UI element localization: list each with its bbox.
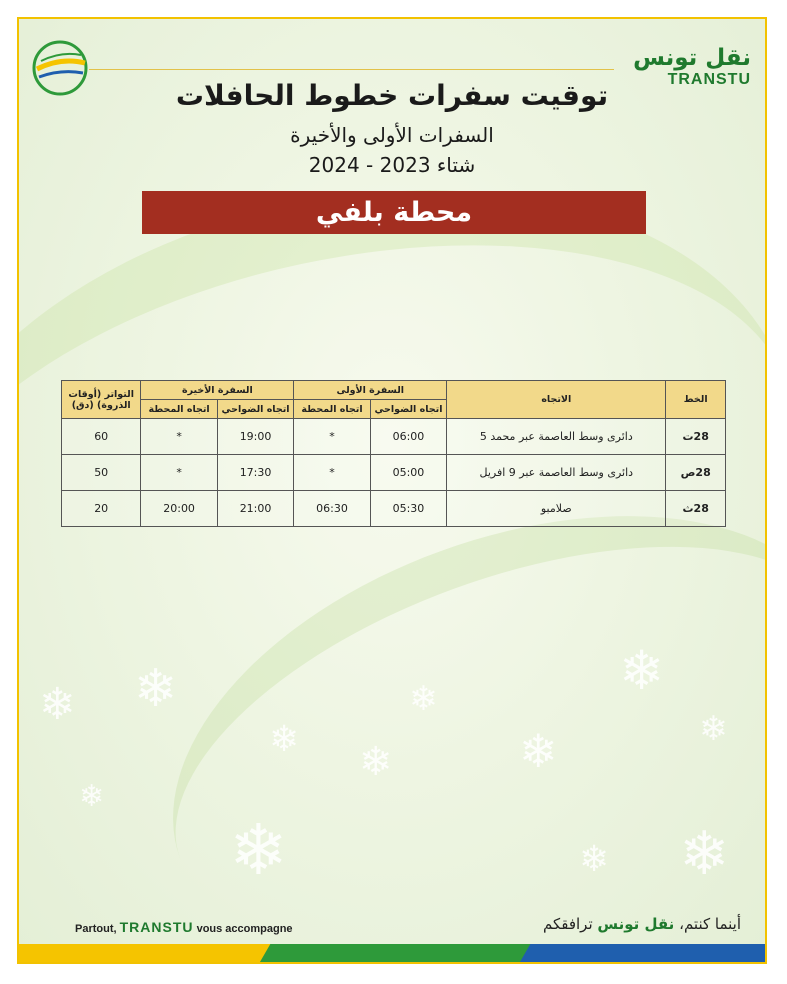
first-to-suburbs-cell: 06:00 xyxy=(370,419,447,455)
station-banner: محطة بلفي xyxy=(142,191,646,234)
first-to-station-cell: * xyxy=(294,455,370,491)
last-to-station-cell: * xyxy=(141,419,217,455)
schedule-table xyxy=(61,380,726,527)
footer-fr-brand: TRANSTU xyxy=(119,919,194,935)
header-last-trip: السفرة الأخيرة xyxy=(141,381,294,400)
first-to-station-cell: 06:30 xyxy=(294,491,370,527)
last-to-suburbs-cell: 21:00 xyxy=(217,491,294,527)
footer-bar-yellow xyxy=(19,944,279,964)
footer-ar-before: أينما كنتم، xyxy=(674,915,741,933)
footer-slogan-french xyxy=(75,919,293,935)
season-label: شتاء 2023 - 2024 xyxy=(308,153,476,177)
poster xyxy=(17,17,767,964)
line-code: 28ت xyxy=(666,419,726,455)
snowflake-icon: ❄ xyxy=(409,679,438,719)
footer-bar-blue xyxy=(518,944,767,964)
first-to-suburbs-cell: 05:30 xyxy=(370,491,447,527)
header-last-to-suburbs: اتجاه الضواحي xyxy=(217,400,294,419)
header-direction: الاتجاه xyxy=(447,381,666,419)
direction-cell: دائرى وسط العاصمة عبر 9 افريل xyxy=(447,455,666,491)
frequency-cell: 50 xyxy=(62,455,141,491)
header-first-trip: السفرة الأولى xyxy=(294,381,447,400)
footer-slogan-arabic xyxy=(543,915,741,933)
last-to-suburbs-cell: 17:30 xyxy=(217,455,294,491)
footer-ar-brand: نقل تونس xyxy=(597,915,675,933)
footer-ar-after: ترافقكم xyxy=(542,915,598,933)
table-row xyxy=(62,491,726,527)
footer-fr-before: Partout, xyxy=(75,923,120,935)
last-to-station-cell: 20:00 xyxy=(141,491,217,527)
footer-fr-after: vous accompagne xyxy=(193,923,293,935)
last-to-station-cell: * xyxy=(141,455,217,491)
page-subtitle: السفرات الأولى والأخيرة xyxy=(290,123,494,147)
table-row xyxy=(62,419,726,455)
table-header-row xyxy=(62,381,726,400)
snowflake-icon: ❄ xyxy=(619,639,665,702)
frequency-cell: 20 xyxy=(62,491,141,527)
first-to-suburbs-cell: 05:00 xyxy=(370,455,447,491)
snowflake-icon: ❄ xyxy=(359,739,393,785)
line-code: 28ص xyxy=(666,455,726,491)
header-rule xyxy=(89,69,614,70)
snowflake-icon: ❄ xyxy=(269,719,300,760)
header-frequency: التواتر (أوقات الذروة) (دق) xyxy=(62,381,141,419)
footer-bar-green xyxy=(258,944,546,964)
snowflake-icon: ❄ xyxy=(134,659,178,719)
header-first-to-station: اتجاه المحطة xyxy=(294,400,370,419)
snowflake-icon: ❄ xyxy=(229,809,288,891)
snowflake-icon: ❄ xyxy=(519,724,558,778)
header-line: الخط xyxy=(666,381,726,419)
brand-arabic: نقل تونس xyxy=(633,45,751,71)
line-code: 28ث xyxy=(666,491,726,527)
header-first-to-suburbs: اتجاه الضواحي xyxy=(370,400,447,419)
page-title: توقيت سفرات خطوط الحافلات xyxy=(175,79,609,112)
frequency-cell: 60 xyxy=(62,419,141,455)
direction-cell: صلامبو xyxy=(447,491,666,527)
last-to-suburbs-cell: 19:00 xyxy=(217,419,294,455)
snowflake-icon: ❄ xyxy=(39,679,76,730)
snowflake-icon: ❄ xyxy=(679,819,730,889)
snowflake-icon: ❄ xyxy=(579,839,610,880)
header-last-to-station: اتجاه المحطة xyxy=(141,400,217,419)
direction-cell: دائرى وسط العاصمة عبر محمد 5 xyxy=(447,419,666,455)
table-row xyxy=(62,455,726,491)
snowflake-icon: ❄ xyxy=(79,779,105,814)
brand-latin: TRANSTU xyxy=(667,71,751,88)
snowflake-icon: ❄ xyxy=(699,709,728,749)
first-to-station-cell: * xyxy=(294,419,370,455)
